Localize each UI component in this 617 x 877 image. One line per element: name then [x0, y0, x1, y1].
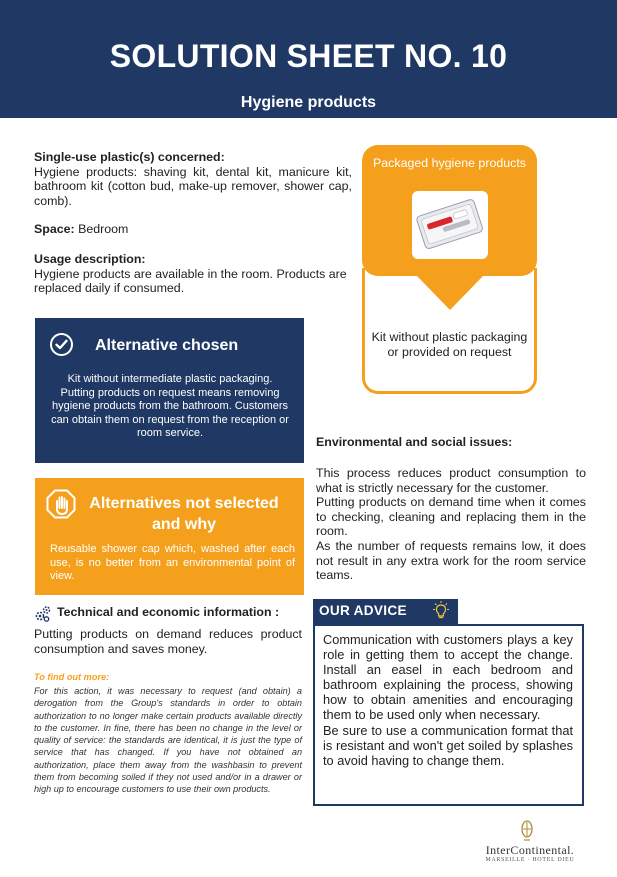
usage-text: Hygiene products are available in the room. Products are replaced daily if consumed. [34, 266, 347, 296]
advice-paragraph: Be sure to use a communication format that is resistant and won't get soiled by splashes to avoid having to change them. [323, 722, 573, 768]
space-value: Bedroom [78, 222, 129, 236]
stop-hand-icon [46, 489, 76, 519]
logo-subtitle: MARSEILLE · HOTEL DIEU [485, 857, 575, 863]
logo-name: InterContinental. [485, 843, 575, 857]
advice-text [323, 632, 573, 768]
environmental-text [316, 466, 586, 583]
space-label: Space: [34, 222, 75, 236]
hygiene-kit-photo [412, 191, 488, 259]
technical-title: Technical and economic information : [57, 605, 280, 619]
intercontinental-logo-icon [519, 820, 535, 842]
alternatives-not-selected-text: Reusable shower cap which, washed after each use, is no better from an environmental point of view. [50, 543, 295, 583]
advice-paragraph: Communication with customers plays a key role in getting them to accept the change. Install an easel in each bedroom and bathroom explaining the process, showing how to obtain amenities and encouraging them to be used only when necessary. [323, 632, 573, 723]
technical-text: Putting products on demand reduces product consumption and saves money. [34, 627, 302, 656]
flow-current-label: Packaged hygiene products [373, 156, 526, 170]
gears-icon [34, 605, 52, 623]
find-out-more-text: For this action, it was necessary to request (and obtain) a derogation from the Group's standards in order to obtain authorization to no longer make certain products available directly to the customer. In fine, there has been no change in the level or quality of service: the standards are identical, it is just the type of service that has changed. If you have not obtained an authorization, place them away from the washbasin to prevent them from becoming soiled if they not used and/or in a drawer or high up to encourage customers to use their own products. [34, 686, 302, 795]
environmental-paragraph: Putting products on demand time when it comes to checking, cleaning and replacing them in the room. [316, 495, 586, 539]
plastics-label: Single-use plastic(s) concerned: [34, 150, 225, 164]
lightbulb-icon [430, 600, 452, 622]
find-out-more-title: To find out more: [34, 672, 110, 682]
checkmark-circle-icon [50, 333, 73, 356]
sheet-title: SOLUTION SHEET NO. 10 [109, 38, 508, 74]
alternative-chosen-title: Alternative chosen [95, 337, 239, 354]
alternative-chosen-text: Kit without intermediate plastic packaging. Putting products on request means removing hygiene products from the bathroom. Customers can obtain them on request from the reception or room service. [51, 373, 289, 440]
plastics-section [34, 150, 352, 208]
flow-arrow-icon [417, 276, 483, 310]
space-section [34, 222, 352, 237]
environmental-paragraph: This process reduces product consumption to what is strictly necessary for the customer. [316, 466, 586, 495]
sheet-subtitle: Hygiene products [240, 94, 377, 111]
usage-section [34, 252, 352, 296]
plastics-text: Hygiene products: shaving kit, dental kit, manicure kit, bathroom kit (cotton bud, make-up remover, shower cap, comb). [34, 164, 352, 208]
usage-label: Usage description: [34, 252, 146, 266]
flow-result-label: Kit without plastic packaging or provided on request [371, 330, 528, 359]
environmental-title: Environmental and social issues: [316, 435, 513, 449]
environmental-paragraph: As the number of requests remains low, it does not result in any extra work for the room service teams. [316, 538, 586, 583]
alternatives-not-selected-title: Alternatives not selected and why [89, 495, 279, 533]
advice-label: OUR ADVICE [319, 603, 407, 618]
